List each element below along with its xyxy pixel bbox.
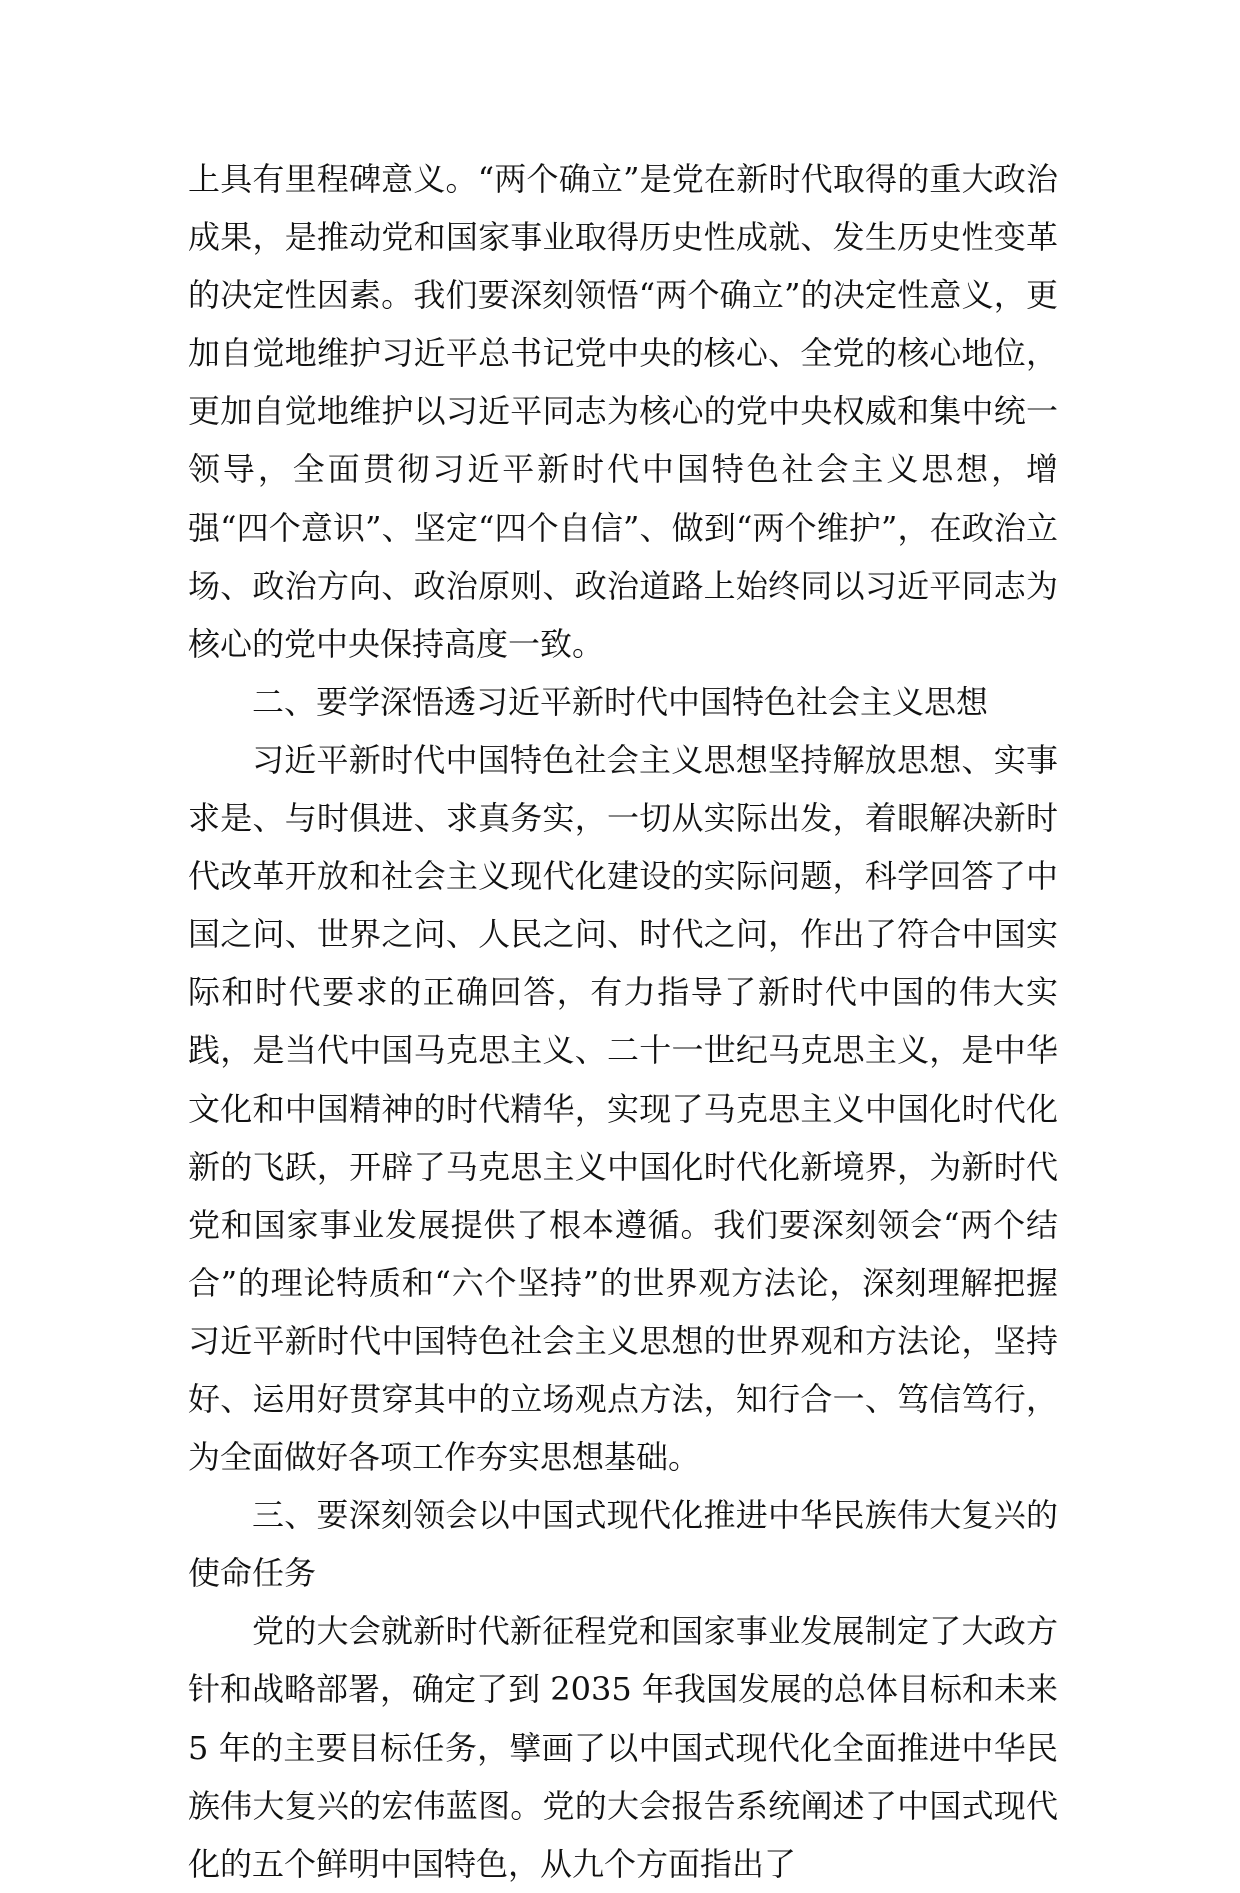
paragraph-section-3: 党的大会就新时代新征程党和国家事业发展制定了大政方针和战略部署，确定了到 2035 年我国发展的总体目标和未来 5 年的主要目标任务，擘画了以中国式现代化全面推进中华民族伟大复兴的宏伟蓝图。党的大会报告系统阐述了中国式现代化的五个鲜明中国特色，从九个方面指出了 bbox=[188, 1612, 1058, 1883]
section-heading-2: 二、要学深悟透习近平新时代中国特色社会主义思想 bbox=[252, 682, 989, 721]
document-body bbox=[188, 150, 1058, 1893]
paragraph-section-2: 习近平新时代中国特色社会主义思想坚持解放思想、实事求是、与时俱进、求真务实，一切从实际出发，着眼解决新时代改革开放和社会主义现代化建设的实际问题，科学回答了中国之问、世界之问、人民之问、时代之问，作出了符合中国实际和时代要求的正确回答，有力指导了新时代中国的伟大实践，是当代中国马克思主义、二十一世纪马克思主义，是中华文化和中国精神的时代精华，实现了马克思主义中国化时代化新的飞跃，开辟了马克思主义中国化时代化新境界，为新时代党和国家事业发展提供了根本遵循。我们要深刻领会“两个结合”的理论特质和“六个坚持”的世界观方法论，深刻理解把握习近平新时代中国特色社会主义思想的世界观和方法论，坚持好、运用好贯穿其中的立场观点方法，知行合一、笃信笃行，为全面做好各项工作夯实思想基础。 bbox=[188, 740, 1058, 1477]
paragraph-continuation: 上具有里程碑意义。“两个确立”是党在新时代取得的重大政治成果，是推动党和国家事业取得历史性成就、发生历史性变革的决定性因素。我们要深刻领悟“两个确立”的决定性意义，更加自觉地维护习近平总书记党中央的核心、全党的核心地位，更加自觉地维护以习近平同志为核心的党中央权威和集中统一领导，全面贯彻习近平新时代中国特色社会主义思想，增强“四个意识”、坚定“四个自信”、做到“两个维护”，在政治立场、政治方向、政治原则、政治道路上始终同以习近平同志为核心的党中央保持高度一致。 bbox=[188, 160, 1058, 663]
section-heading-3: 三、要深刻领会以中国式现代化推进中华民族伟大复兴的使命任务 bbox=[188, 1496, 1058, 1593]
